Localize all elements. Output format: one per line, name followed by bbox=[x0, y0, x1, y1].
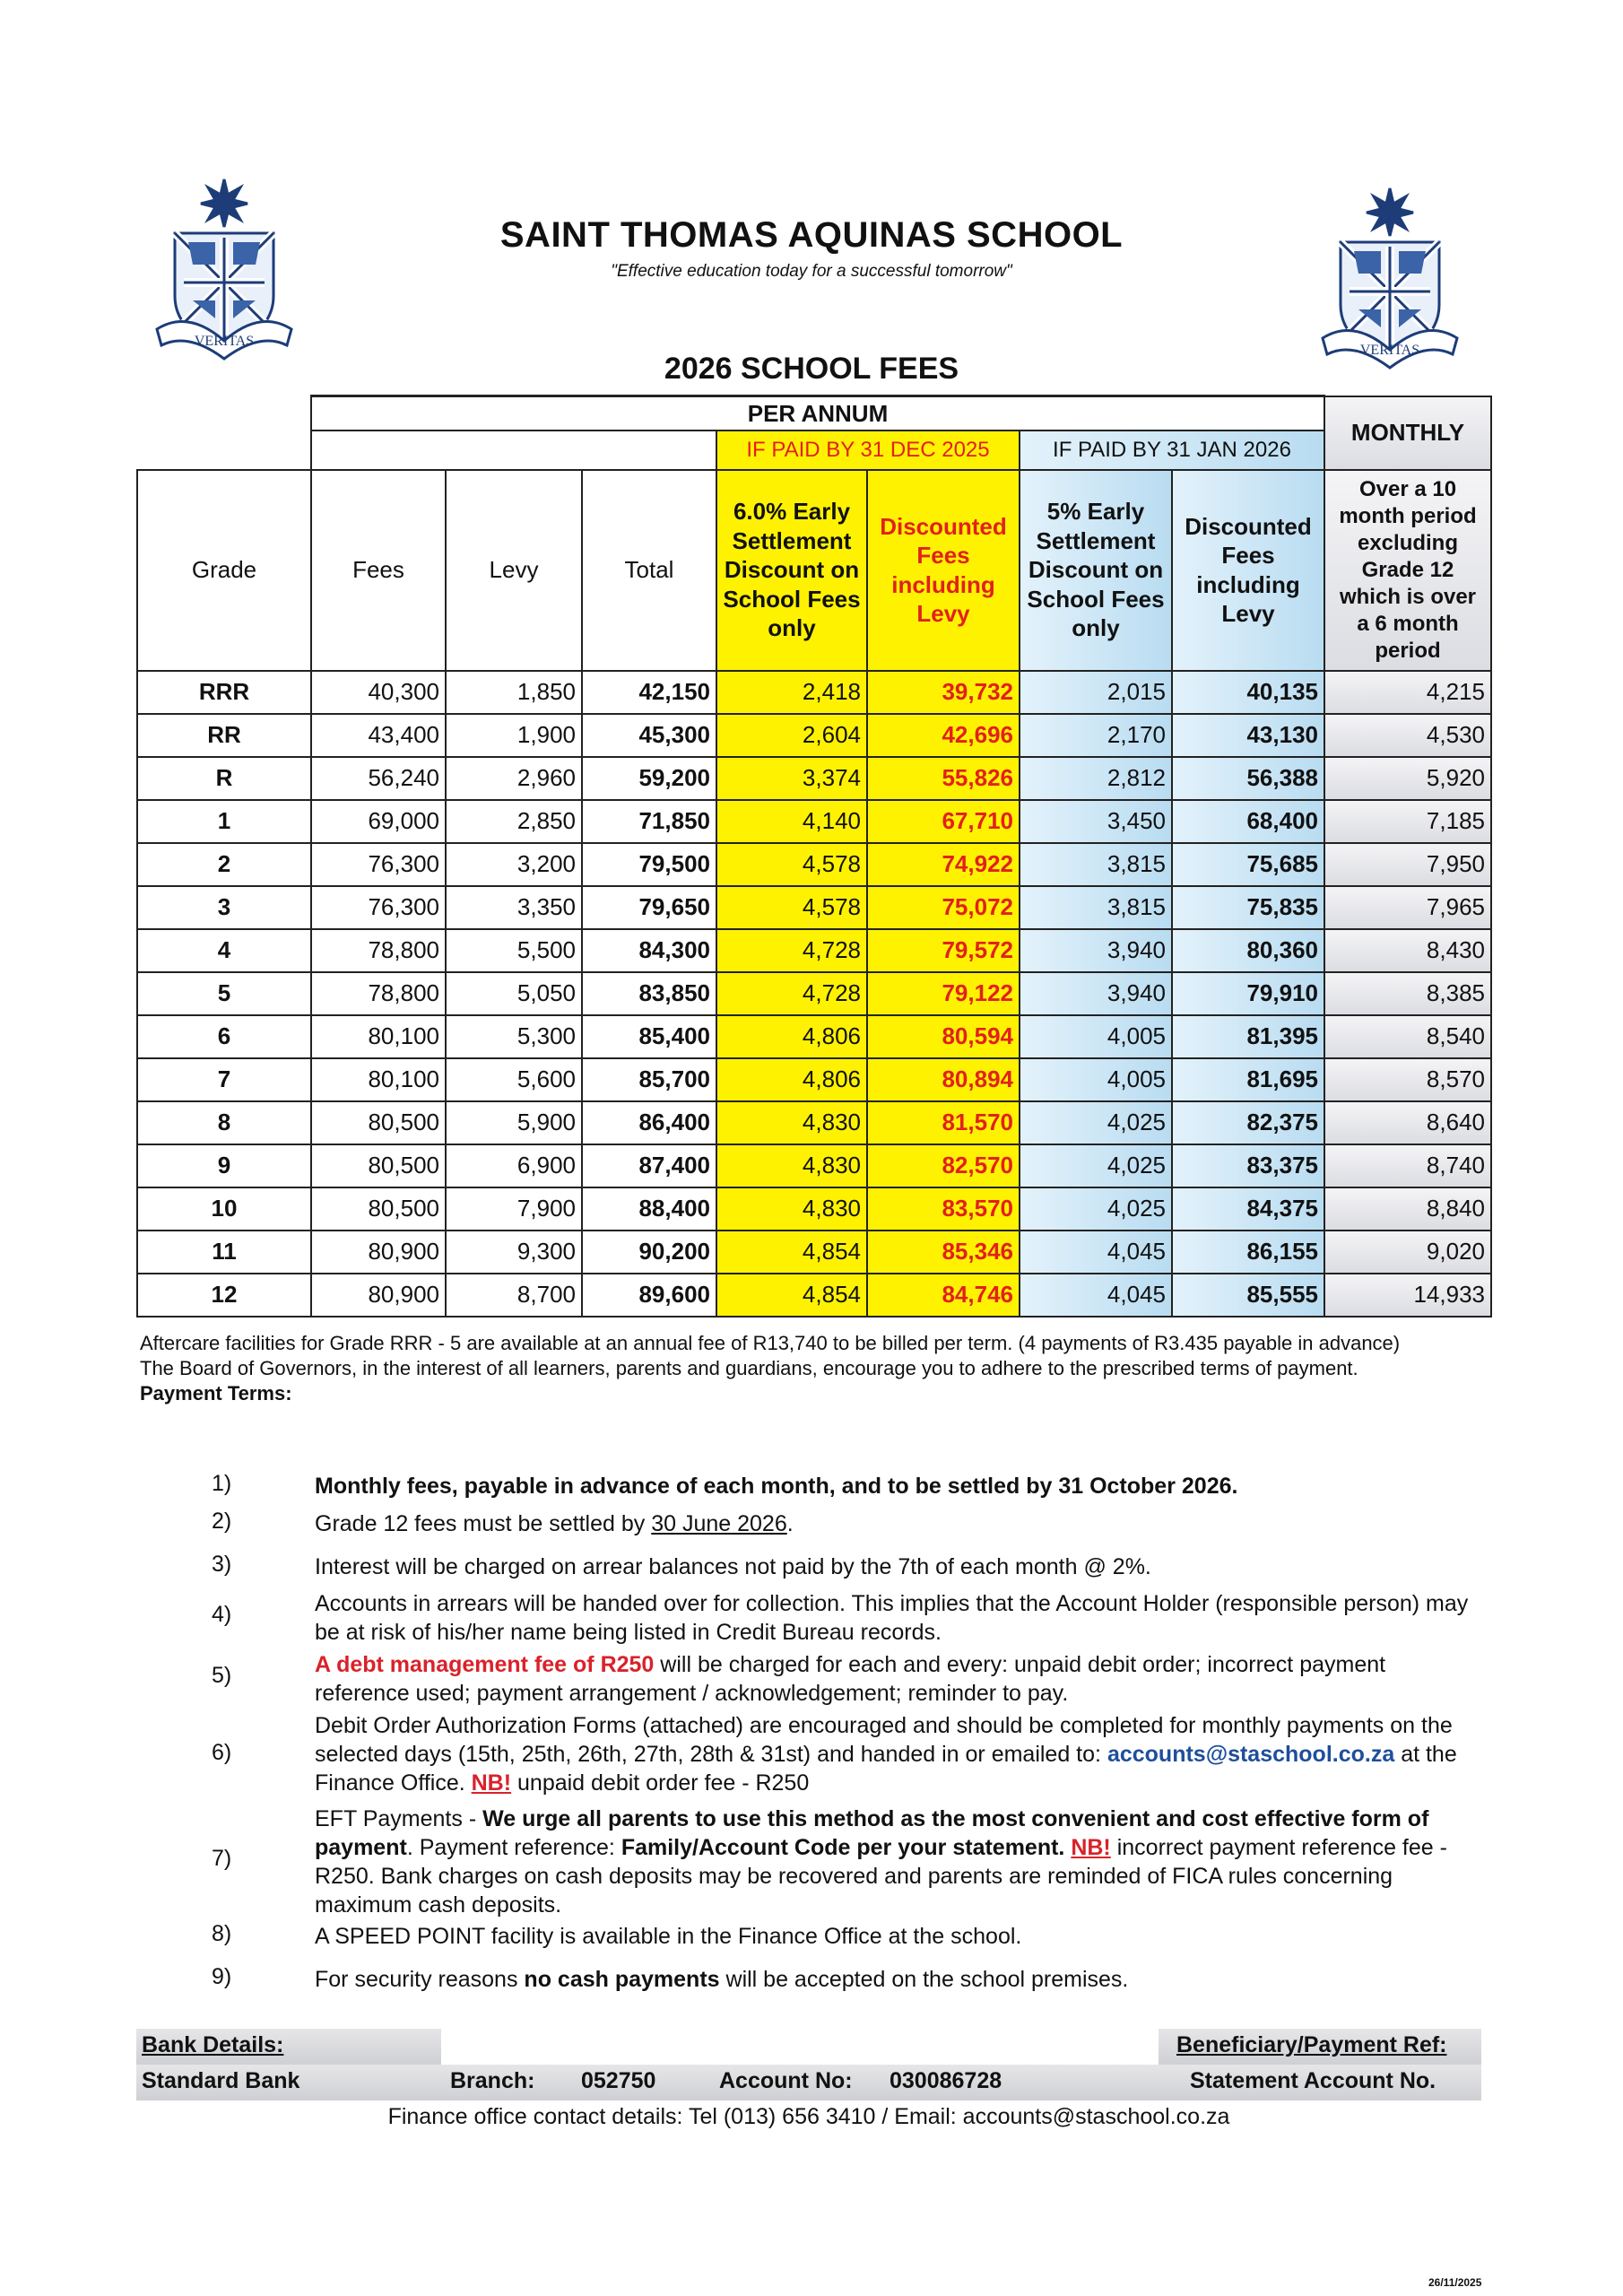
cell-dec-discounted: 67,710 bbox=[867, 800, 1020, 843]
fee-row bbox=[137, 800, 1491, 843]
cell-total: 45,300 bbox=[582, 714, 716, 757]
cell-grade: 1 bbox=[137, 800, 311, 843]
cell-grade: 11 bbox=[137, 1231, 311, 1274]
aftercare-note: Aftercare facilities for Grade RRR - 5 are available at an annual fee of R13,740 to be billed per term. (4 payments of R3.435 payable in advance) bbox=[140, 1332, 1401, 1354]
col-dec-discount: 6.0% Early Settlement Discount on School Fees only bbox=[716, 470, 867, 671]
cell-jan-discount: 4,005 bbox=[1020, 1058, 1172, 1101]
cell-levy: 2,850 bbox=[446, 800, 582, 843]
cell-total: 90,200 bbox=[582, 1231, 716, 1274]
statement-ref: Statement Account No. bbox=[1190, 2068, 1436, 2093]
fee-row bbox=[137, 1015, 1491, 1058]
cell-monthly: 8,640 bbox=[1324, 1101, 1491, 1144]
cell-grade: RR bbox=[137, 714, 311, 757]
fee-row bbox=[137, 929, 1491, 972]
cell-jan-discount: 4,025 bbox=[1020, 1101, 1172, 1144]
cell-fees: 78,800 bbox=[311, 972, 446, 1015]
cell-dec-discount: 4,578 bbox=[716, 886, 867, 929]
cell-grade: 10 bbox=[137, 1187, 311, 1231]
cell-dec-discounted: 82,570 bbox=[867, 1144, 1020, 1187]
term-3: 3) Interest will be charged on arrear balances not paid by the 7th of each month @ 2%. bbox=[212, 1552, 1151, 1579]
cell-fees: 80,500 bbox=[311, 1187, 446, 1231]
cell-levy: 5,900 bbox=[446, 1101, 582, 1144]
paid-jan-header: IF PAID BY 31 JAN 2026 bbox=[1020, 430, 1324, 470]
school-motto: "Effective education today for a successful tomorrow" bbox=[611, 262, 1012, 281]
fee-row bbox=[137, 1101, 1491, 1144]
cell-total: 84,300 bbox=[582, 929, 716, 972]
cell-jan-discounted: 75,685 bbox=[1172, 843, 1324, 886]
cell-jan-discount: 4,025 bbox=[1020, 1187, 1172, 1231]
cell-jan-discounted: 86,155 bbox=[1172, 1231, 1324, 1274]
cell-levy: 5,050 bbox=[446, 972, 582, 1015]
cell-grade: 7 bbox=[137, 1058, 311, 1101]
cell-grade: RRR bbox=[137, 671, 311, 714]
cell-dec-discount: 2,604 bbox=[716, 714, 867, 757]
cell-monthly: 7,950 bbox=[1324, 843, 1491, 886]
cell-grade: 9 bbox=[137, 1144, 311, 1187]
cell-jan-discount: 3,450 bbox=[1020, 800, 1172, 843]
cell-grade: 4 bbox=[137, 929, 311, 972]
school-name: SAINT THOMAS AQUINAS SCHOOL bbox=[499, 215, 1124, 255]
cell-total: 88,400 bbox=[582, 1187, 716, 1231]
cell-jan-discount: 4,025 bbox=[1020, 1144, 1172, 1187]
cell-jan-discounted: 79,910 bbox=[1172, 972, 1324, 1015]
per-annum-header: PER ANNUM bbox=[311, 396, 1324, 430]
cell-dec-discount: 4,806 bbox=[716, 1058, 867, 1101]
cell-dec-discounted: 39,732 bbox=[867, 671, 1020, 714]
fee-row bbox=[137, 1058, 1491, 1101]
debt-fee-highlight: A debt management fee of R250 bbox=[315, 1652, 655, 1677]
fee-row bbox=[137, 714, 1491, 757]
cell-total: 89,600 bbox=[582, 1274, 716, 1317]
cell-levy: 1,850 bbox=[446, 671, 582, 714]
cell-dec-discounted: 55,826 bbox=[867, 757, 1020, 800]
cell-jan-discounted: 68,400 bbox=[1172, 800, 1324, 843]
term-9: 9) For security reasons no cash payments will be accepted on the school premises. bbox=[212, 1964, 1129, 1992]
account-number: 030086728 bbox=[890, 2068, 1002, 2093]
cell-levy: 5,500 bbox=[446, 929, 582, 972]
cell-total: 71,850 bbox=[582, 800, 716, 843]
cell-monthly: 8,540 bbox=[1324, 1015, 1491, 1058]
svg-text:VERITAS: VERITAS bbox=[194, 334, 255, 349]
fee-row bbox=[137, 1231, 1491, 1274]
beneficiary-label: Beneficiary/Payment Ref: bbox=[1176, 2032, 1447, 2057]
cell-dec-discount: 3,374 bbox=[716, 757, 867, 800]
col-total: Total bbox=[582, 470, 716, 671]
bank-details-label: Bank Details: bbox=[142, 2032, 284, 2057]
fee-row bbox=[137, 1274, 1491, 1317]
cell-levy: 7,900 bbox=[446, 1187, 582, 1231]
cell-dec-discount: 4,830 bbox=[716, 1144, 867, 1187]
cell-jan-discount: 4,045 bbox=[1020, 1231, 1172, 1274]
cell-monthly: 8,840 bbox=[1324, 1187, 1491, 1231]
payment-terms-label: Payment Terms: bbox=[140, 1382, 292, 1405]
cell-grade: 12 bbox=[137, 1274, 311, 1317]
fee-row bbox=[137, 972, 1491, 1015]
cell-jan-discounted: 56,388 bbox=[1172, 757, 1324, 800]
cell-jan-discounted: 84,375 bbox=[1172, 1187, 1324, 1231]
cell-total: 79,650 bbox=[582, 886, 716, 929]
cell-dec-discount: 4,830 bbox=[716, 1187, 867, 1231]
column-header-row bbox=[137, 470, 1491, 671]
cell-dec-discount: 4,854 bbox=[716, 1231, 867, 1274]
cell-dec-discounted: 42,696 bbox=[867, 714, 1020, 757]
cell-grade: 6 bbox=[137, 1015, 311, 1058]
cell-dec-discount: 4,854 bbox=[716, 1274, 867, 1317]
cell-monthly: 4,215 bbox=[1324, 671, 1491, 714]
cell-jan-discounted: 85,555 bbox=[1172, 1274, 1324, 1317]
cell-dec-discounted: 83,570 bbox=[867, 1187, 1020, 1231]
cell-levy: 3,200 bbox=[446, 843, 582, 886]
cell-jan-discount: 2,170 bbox=[1020, 714, 1172, 757]
cell-fees: 69,000 bbox=[311, 800, 446, 843]
term-1: 1) Monthly fees, payable in advance of each month, and to be settled by 31 October 2026. bbox=[212, 1471, 1238, 1499]
cell-jan-discounted: 83,375 bbox=[1172, 1144, 1324, 1187]
cell-jan-discount: 4,005 bbox=[1020, 1015, 1172, 1058]
bank-details bbox=[136, 2029, 1481, 2100]
cell-grade: 5 bbox=[137, 972, 311, 1015]
cell-dec-discount: 4,806 bbox=[716, 1015, 867, 1058]
cell-dec-discounted: 81,570 bbox=[867, 1101, 1020, 1144]
cell-monthly: 7,965 bbox=[1324, 886, 1491, 929]
cell-monthly: 8,570 bbox=[1324, 1058, 1491, 1101]
cell-jan-discounted: 40,135 bbox=[1172, 671, 1324, 714]
cell-grade: 8 bbox=[137, 1101, 311, 1144]
fee-row bbox=[137, 1144, 1491, 1187]
cell-monthly: 5,920 bbox=[1324, 757, 1491, 800]
cell-fees: 78,800 bbox=[311, 929, 446, 972]
col-jan-discount: 5% Early Settlement Discount on School Fees only bbox=[1020, 470, 1172, 671]
cell-levy: 2,960 bbox=[446, 757, 582, 800]
bank-name: Standard Bank bbox=[142, 2068, 300, 2093]
cell-jan-discount: 2,812 bbox=[1020, 757, 1172, 800]
col-dec-discounted-fees: Discounted Fees including Levy bbox=[867, 470, 1020, 671]
cell-total: 86,400 bbox=[582, 1101, 716, 1144]
fee-row bbox=[137, 1187, 1491, 1231]
cell-jan-discount: 3,940 bbox=[1020, 929, 1172, 972]
cell-levy: 6,900 bbox=[446, 1144, 582, 1187]
term-2: 2) Grade 12 fees must be settled by 30 June 2026. bbox=[212, 1509, 794, 1536]
accounts-email-link[interactable]: accounts@staschool.co.za bbox=[1107, 1742, 1395, 1767]
term-7: 7) EFT Payments - We urge all parents to use this method as the most convenient and cost effective form of payment. Payment reference: Family/Account Code per your statement. NB! incorrect payment reference fee - R250. Bank charges on cash deposits may be recovered and parents are reminded of FICA rules concerning maximum cash deposits. bbox=[212, 1806, 1447, 1918]
cell-jan-discount: 3,815 bbox=[1020, 886, 1172, 929]
cell-jan-discounted: 80,360 bbox=[1172, 929, 1324, 972]
cell-jan-discount: 3,815 bbox=[1020, 843, 1172, 886]
cell-dec-discounted: 80,894 bbox=[867, 1058, 1020, 1101]
cell-levy: 5,300 bbox=[446, 1015, 582, 1058]
monthly-header: MONTHLY bbox=[1324, 396, 1491, 470]
fee-row bbox=[137, 757, 1491, 800]
cell-grade: R bbox=[137, 757, 311, 800]
cell-monthly: 8,430 bbox=[1324, 929, 1491, 972]
cell-jan-discounted: 81,395 bbox=[1172, 1015, 1324, 1058]
cell-jan-discounted: 82,375 bbox=[1172, 1101, 1324, 1144]
cell-dec-discount: 4,728 bbox=[716, 972, 867, 1015]
fees-table bbox=[136, 395, 1492, 1318]
cell-dec-discount: 4,830 bbox=[716, 1101, 867, 1144]
paid-dec-header: IF PAID BY 31 DEC 2025 bbox=[716, 430, 1020, 470]
cell-fees: 80,900 bbox=[311, 1231, 446, 1274]
cell-monthly: 9,020 bbox=[1324, 1231, 1491, 1274]
cell-dec-discounted: 75,072 bbox=[867, 886, 1020, 929]
svg-text:VERITAS: VERITAS bbox=[1359, 343, 1420, 358]
cell-fees: 80,500 bbox=[311, 1101, 446, 1144]
cell-levy: 9,300 bbox=[446, 1231, 582, 1274]
cell-jan-discounted: 43,130 bbox=[1172, 714, 1324, 757]
bank-details-row-1 bbox=[136, 2029, 1481, 2065]
cell-dec-discounted: 84,746 bbox=[867, 1274, 1020, 1317]
cell-dec-discount: 4,578 bbox=[716, 843, 867, 886]
col-grade: Grade bbox=[137, 470, 311, 671]
cell-total: 42,150 bbox=[582, 671, 716, 714]
cell-fees: 80,100 bbox=[311, 1058, 446, 1101]
cell-dec-discounted: 85,346 bbox=[867, 1231, 1020, 1274]
cell-monthly: 8,740 bbox=[1324, 1144, 1491, 1187]
term-5: 5) A debt management fee of R250 will be charged for each and every: unpaid debit order; incorrect payment reference used; payment arrangement / acknowledgement; reminder to pay. bbox=[212, 1652, 1386, 1706]
board-note: The Board of Governors, in the interest of all learners, parents and guardians, encourage you to adhere to the prescribed terms of payment. bbox=[140, 1357, 1358, 1379]
cell-total: 85,700 bbox=[582, 1058, 716, 1101]
cell-jan-discount: 4,045 bbox=[1020, 1274, 1172, 1317]
notes bbox=[140, 1331, 1485, 1406]
cell-dec-discount: 4,140 bbox=[716, 800, 867, 843]
cell-fees: 80,500 bbox=[311, 1144, 446, 1187]
col-monthly: Over a 10 month period excluding Grade 12 which is over a 6 month period bbox=[1324, 470, 1491, 671]
term-4: 4) Accounts in arrears will be handed over for collection. This implies that the Account Holder (responsible person) may be at risk of his/her name being listed in Credit Bureau records. bbox=[212, 1591, 1469, 1645]
cell-monthly: 8,385 bbox=[1324, 972, 1491, 1015]
branch-code: 052750 bbox=[581, 2068, 656, 2093]
cell-fees: 56,240 bbox=[311, 757, 446, 800]
cell-fees: 43,400 bbox=[311, 714, 446, 757]
date-stamp: 26/11/2025 bbox=[1428, 2276, 1482, 2289]
finance-contact: Finance office contact details: Tel (013) 656 3410 / Email: accounts@staschool.co.za bbox=[387, 2104, 1230, 2129]
col-fees: Fees bbox=[311, 470, 446, 671]
cell-jan-discount: 3,940 bbox=[1020, 972, 1172, 1015]
fees-title: 2026 SCHOOL FEES bbox=[664, 352, 959, 386]
fee-row bbox=[137, 671, 1491, 714]
cell-dec-discount: 2,418 bbox=[716, 671, 867, 714]
cell-grade: 2 bbox=[137, 843, 311, 886]
cell-total: 79,500 bbox=[582, 843, 716, 886]
cell-dec-discounted: 79,122 bbox=[867, 972, 1020, 1015]
cell-fees: 80,100 bbox=[311, 1015, 446, 1058]
cell-levy: 3,350 bbox=[446, 886, 582, 929]
cell-fees: 40,300 bbox=[311, 671, 446, 714]
cell-total: 85,400 bbox=[582, 1015, 716, 1058]
col-levy: Levy bbox=[446, 470, 582, 671]
payment-terms-list bbox=[140, 1471, 1485, 2000]
cell-total: 83,850 bbox=[582, 972, 716, 1015]
cell-fees: 76,300 bbox=[311, 886, 446, 929]
cell-jan-discount: 2,015 bbox=[1020, 671, 1172, 714]
cell-jan-discounted: 75,835 bbox=[1172, 886, 1324, 929]
col-jan-discounted-fees: Discounted Fees including Levy bbox=[1172, 470, 1324, 671]
cell-total: 59,200 bbox=[582, 757, 716, 800]
bank-details-row-2 bbox=[136, 2065, 1481, 2100]
cell-levy: 8,700 bbox=[446, 1274, 582, 1317]
cell-levy: 5,600 bbox=[446, 1058, 582, 1101]
cell-levy: 1,900 bbox=[446, 714, 582, 757]
cell-monthly: 7,185 bbox=[1324, 800, 1491, 843]
term-6: 6) Debit Order Authorization Forms (attached) are encouraged and should be completed for monthly payments on the selected days (15th, 25th, 26th, 27th, 28th & 31st) and handed in or emailed to: accounts@staschool.co.za at the Finance Office. NB! unpaid debit order fee - R250 bbox=[212, 1713, 1457, 1796]
cell-dec-discounted: 79,572 bbox=[867, 929, 1020, 972]
term-8: 8) A SPEED POINT facility is available in the Finance Office at the school. bbox=[212, 1921, 1022, 1949]
fee-row bbox=[137, 843, 1491, 886]
cell-dec-discount: 4,728 bbox=[716, 929, 867, 972]
cell-grade: 3 bbox=[137, 886, 311, 929]
cell-fees: 76,300 bbox=[311, 843, 446, 886]
cell-jan-discounted: 81,695 bbox=[1172, 1058, 1324, 1101]
cell-fees: 80,900 bbox=[311, 1274, 446, 1317]
cell-dec-discounted: 80,594 bbox=[867, 1015, 1020, 1058]
fee-row bbox=[137, 886, 1491, 929]
branch-label: Branch: bbox=[450, 2068, 535, 2093]
cell-total: 87,400 bbox=[582, 1144, 716, 1187]
account-label: Account No: bbox=[719, 2068, 853, 2093]
cell-monthly: 4,530 bbox=[1324, 714, 1491, 757]
cell-dec-discounted: 74,922 bbox=[867, 843, 1020, 886]
cell-monthly: 14,933 bbox=[1324, 1274, 1491, 1317]
